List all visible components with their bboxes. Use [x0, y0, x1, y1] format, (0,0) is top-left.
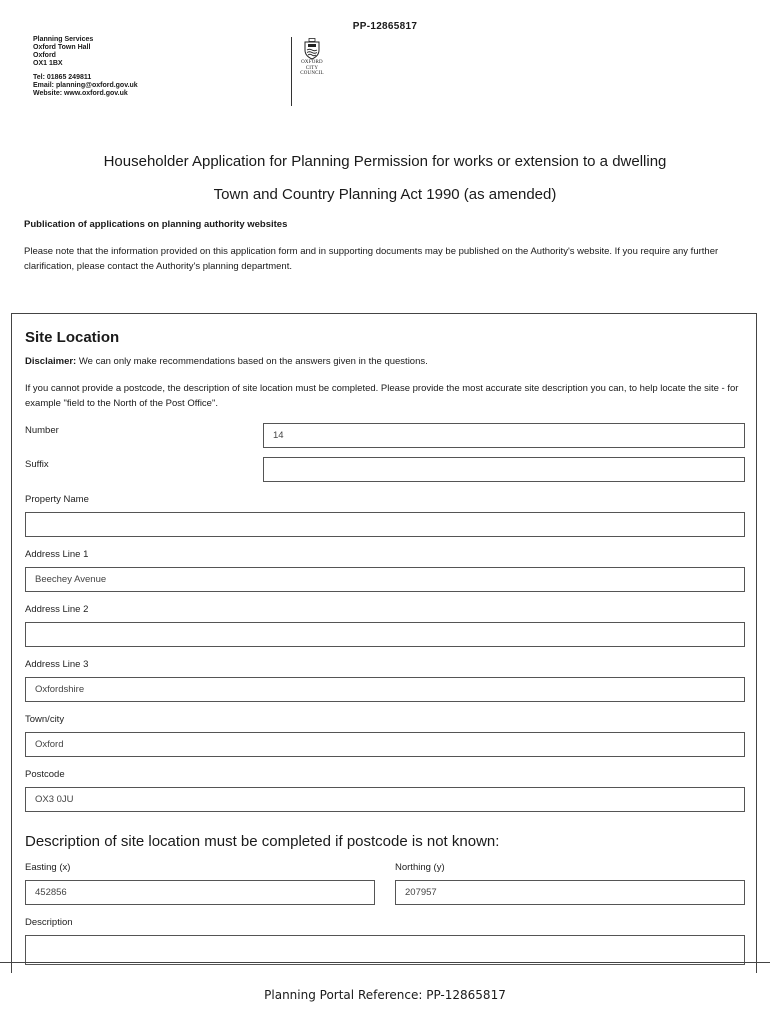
- authority-phone: Tel: 01865 249811: [33, 74, 92, 81]
- number-label: Number: [25, 425, 59, 436]
- suffix-label: Suffix: [25, 459, 49, 470]
- section-title: Site Location: [25, 329, 120, 346]
- authority-address: [33, 36, 138, 98]
- address-line-1-field[interactable]: [25, 567, 745, 592]
- authority-line: Oxford Town Hall: [33, 44, 91, 51]
- description-heading: Description of site location must be completed if postcode is not known:: [25, 833, 500, 850]
- logo-text-line: COUNCIL: [300, 71, 324, 76]
- form-title: Householder Application for Planning Permission for works or extension to a dwelling: [103, 153, 667, 170]
- description-label: Description: [25, 917, 73, 928]
- publication-text: Please note that the information provided on this application form and in supporting documents may be published on the Authority's website. If you require any further clarification, please contact the Authority's planning department.: [24, 246, 719, 272]
- authority-line: Oxford: [33, 52, 56, 59]
- publication-heading: Publication of applications on planning authority websites: [24, 219, 288, 230]
- town-city-field[interactable]: [25, 732, 745, 757]
- disclaimer-text: We can only make recommendations based on the answers given in the questions.: [76, 356, 428, 367]
- northing-field[interactable]: [395, 880, 745, 905]
- council-logo: [298, 38, 326, 77]
- address-line-2-field[interactable]: [25, 622, 745, 647]
- footer-divider: [0, 962, 770, 963]
- logo-divider: [291, 37, 292, 106]
- address-line-3-field[interactable]: [25, 677, 745, 702]
- address-line-1-label: Address Line 1: [25, 549, 89, 560]
- site-location-intro: If you cannot provide a postcode, the description of site location must be completed. Please provide the most accurate site description you can, to help locate the site - for example "field to the North of the Post Office".: [25, 383, 739, 409]
- council-crest-icon: [302, 38, 322, 60]
- suffix-field[interactable]: [263, 457, 745, 482]
- disclaimer-label: Disclaimer:: [25, 356, 77, 367]
- page-reference: PP-12865817: [352, 21, 418, 32]
- number-field[interactable]: [263, 423, 745, 448]
- logo-text-line: CITY: [305, 65, 319, 71]
- postcode-label: Postcode: [25, 769, 65, 780]
- authority-website: Website: www.oxford.gov.uk: [33, 90, 128, 97]
- footer-reference: Planning Portal Reference: PP-12865817: [264, 988, 506, 1002]
- property-name-field[interactable]: [25, 512, 745, 537]
- address-line-3-label: Address Line 3: [25, 659, 89, 670]
- northing-label: Northing (y): [395, 862, 445, 873]
- postcode-field[interactable]: [25, 787, 745, 812]
- form-subtitle: Town and Country Planning Act 1990 (as amended): [213, 186, 557, 203]
- property-name-label: Property Name: [25, 494, 89, 505]
- description-field[interactable]: [25, 935, 745, 965]
- authority-email: Email: planning@oxford.gov.uk: [33, 82, 138, 89]
- easting-label: Easting (x): [25, 862, 71, 873]
- easting-field[interactable]: [25, 880, 375, 905]
- address-line-2-label: Address Line 2: [25, 604, 89, 615]
- authority-line: OX1 1BX: [33, 60, 63, 67]
- logo-text-line: OXFORD: [301, 60, 323, 65]
- disclaimer: [25, 356, 428, 367]
- authority-line: Planning Services: [33, 36, 94, 43]
- town-city-label: Town/city: [25, 714, 65, 725]
